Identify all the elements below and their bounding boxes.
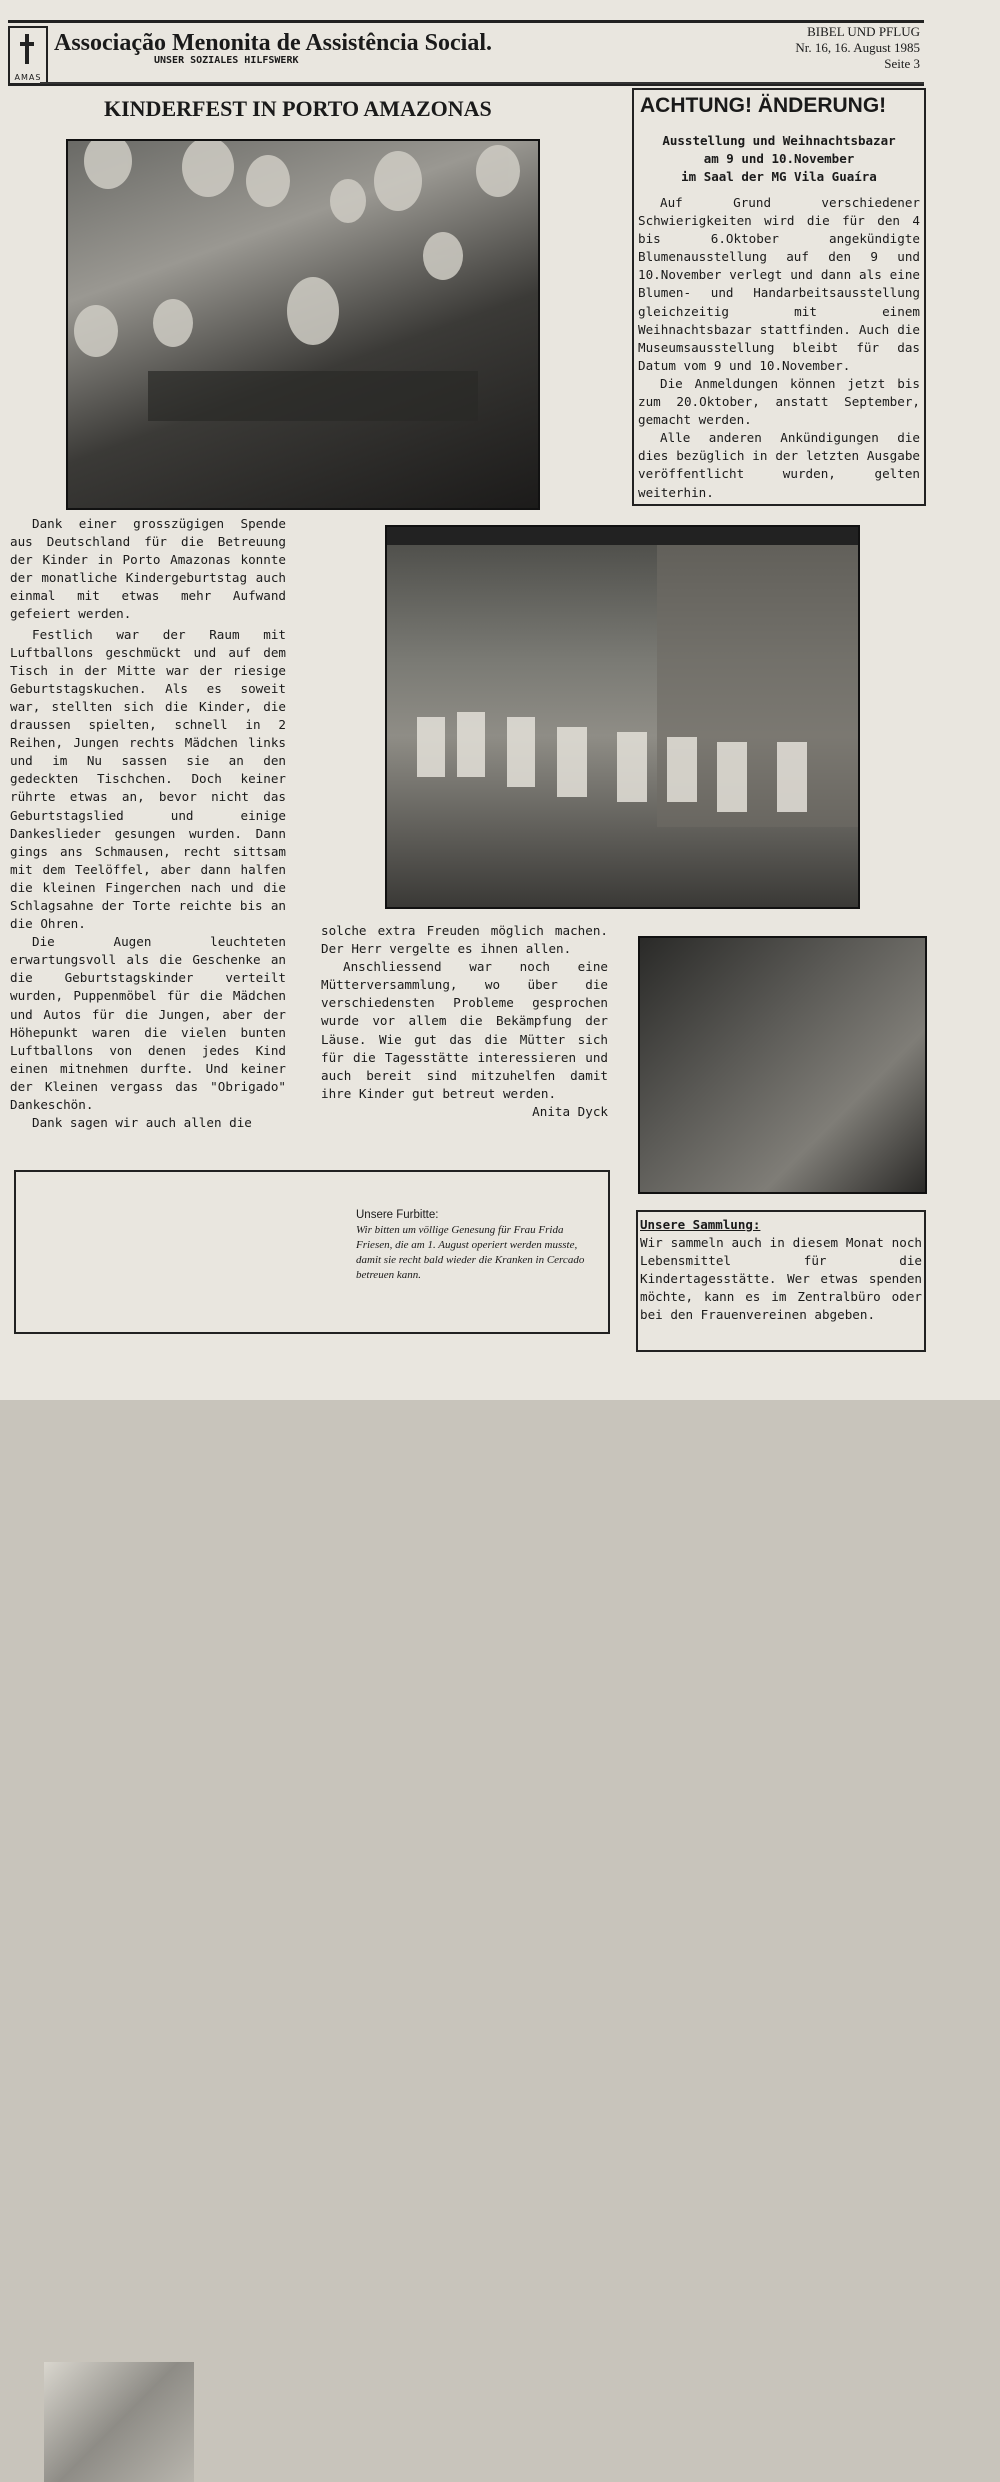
divider [40, 82, 924, 84]
notice-paragraph: Auf Grund verschiedener Schwierigkeiten wird die für den 4 bis 6.Oktober angekündigte Blumenausstellung auf den 9 und 10.November verlegt und dann als eine Blumen- und Handarbeitsausstellung gleichzeitig mit einem Weihnachtsbazar stattfinden. Auch die Museumsausstellung bleibt für das Datum vom 9 und 10.November. [638, 195, 920, 373]
article-paragraph: Dank einer grosszügigen Spende aus Deutschland für die Betreuung der Kinder in Porto Amazonas konnte der monatliche Kindergeburtstag auch einmal mit etwas mehr Aufwand gefeiert werden. [10, 516, 286, 622]
article-paragraph: solche extra Freuden möglich machen. Der Herr vergelte es ihnen allen. [321, 923, 608, 957]
article-paragraph: Dank sagen wir auch allen die [32, 1115, 252, 1131]
prayer-content [356, 1208, 586, 1283]
article-paragraph: Festlich war der Raum mit Luftballons geschmückt und auf dem Tisch in der Mitte war der riesige Geburtstagskuchen. Als es soweit war, stellten sich die Kinder, die draussen spielten, schnell in 2 Reihen, Jungen rechts Mädchen links und im Nu sassen sie an den gedeckten Tischchen. Doch keiner rührte etwas an, bevor nicht das Geburtstagslied und einige Dankeslieder gesungen wurden. Dann gings ans Schmausen, recht sittsam mit dem Teelöffel, aber dann halfen die kleinen Fingerchen nach und die Schlagsahne der Torte reichte bis an die Ohren. [10, 626, 286, 932]
mother-photo [638, 936, 927, 1194]
notice-venue: im Saal der MG Vila Guaíra [681, 169, 877, 184]
page-number: Seite 3 [884, 56, 920, 71]
article-title: KINDERFEST IN PORTO AMAZONAS [104, 96, 492, 121]
article-paragraph: Die Augen leuchteten erwartungsvoll als die Geschenke an die Geburtstagskinder verteilt wurden, Puppenmöbel für die Mädchen und Autos für die Jungen, aber der Höhepunkt waren die vielen bunten Luftballons von denen jedes Kind einen mitnehmen durfte. Und keiner der Kleinen vergass das "Obrigado" Dankeschön. [10, 934, 286, 1112]
collection-box [636, 1210, 926, 1352]
collection-text: Wir sammeln auch in diesem Monat noch Lebensmittel für die Kindertagesstätte. Wer etwas spenden möchte, kann es im Zentralbüro oder bei den Frauenvereinen abgeben. [640, 1235, 922, 1323]
issue-number: Nr. 16, 16. August 1985 [795, 40, 920, 55]
issue-info [795, 24, 920, 72]
party-photo [66, 139, 540, 510]
notice-box [632, 88, 926, 506]
article-author: Anita Dyck [532, 1103, 608, 1119]
balloons-illustration [68, 141, 538, 508]
notice-body [638, 194, 920, 502]
notice-paragraph: Die Anmeldungen können jetzt bis zum 20.Oktober, anstatt September, gemacht werden. [638, 375, 920, 428]
prayer-heading: Unsere Furbitte: [356, 1209, 439, 1221]
cross-icon [20, 34, 34, 64]
collection-content [640, 1216, 922, 1325]
collection-heading: Unsere Sammlung: [640, 1217, 761, 1232]
prayer-box [14, 1170, 610, 1334]
notice-paragraph: Alle anderen Ankündigungen die dies bezüglich in der letzten Ausgabe veröffentlicht wurden, gelten weiterhin. [638, 430, 920, 500]
organization-subtitle: UNSER SOZIALES HILFSWERK [154, 55, 299, 66]
article-paragraph: Anschliessend war noch eine Mütterversammlung, wo über die verschiedensten Probleme gesprochen wurde vor allem die Bekämpfung der Läuse. Wie gut das die Mütter sich für die Tagesstätte interessieren und auch bereit sind mitzuhelfen damit ihre Kinder gut betreut werden. [321, 959, 608, 1101]
logo-text: AMAS [14, 73, 42, 82]
notice-event: Ausstellung und Weihnachtsbazar [662, 133, 896, 148]
organization-name: Associação Menonita de Assistência Social. [54, 30, 492, 56]
notice-heading: ACHTUNG! ÄNDERUNG! [640, 94, 887, 117]
notice-dates: am 9 und 10.November [703, 151, 855, 166]
amas-logo [8, 26, 48, 86]
article-column-2 [321, 922, 608, 1121]
children-illustration [387, 527, 858, 907]
article-column-1 [10, 515, 286, 1132]
children-photo [385, 525, 860, 909]
notice-subheading [638, 132, 920, 186]
prayer-text: Wir bitten um völlige Genesung für Frau Frida Friesen, die am 1. August operiert werden musste, damit sie recht bald wieder die Kranken in Cercado betreuen kann. [356, 1224, 585, 1281]
publication-name: BIBEL UND PFLUG [807, 24, 920, 39]
hands-photo [44, 2362, 194, 2482]
